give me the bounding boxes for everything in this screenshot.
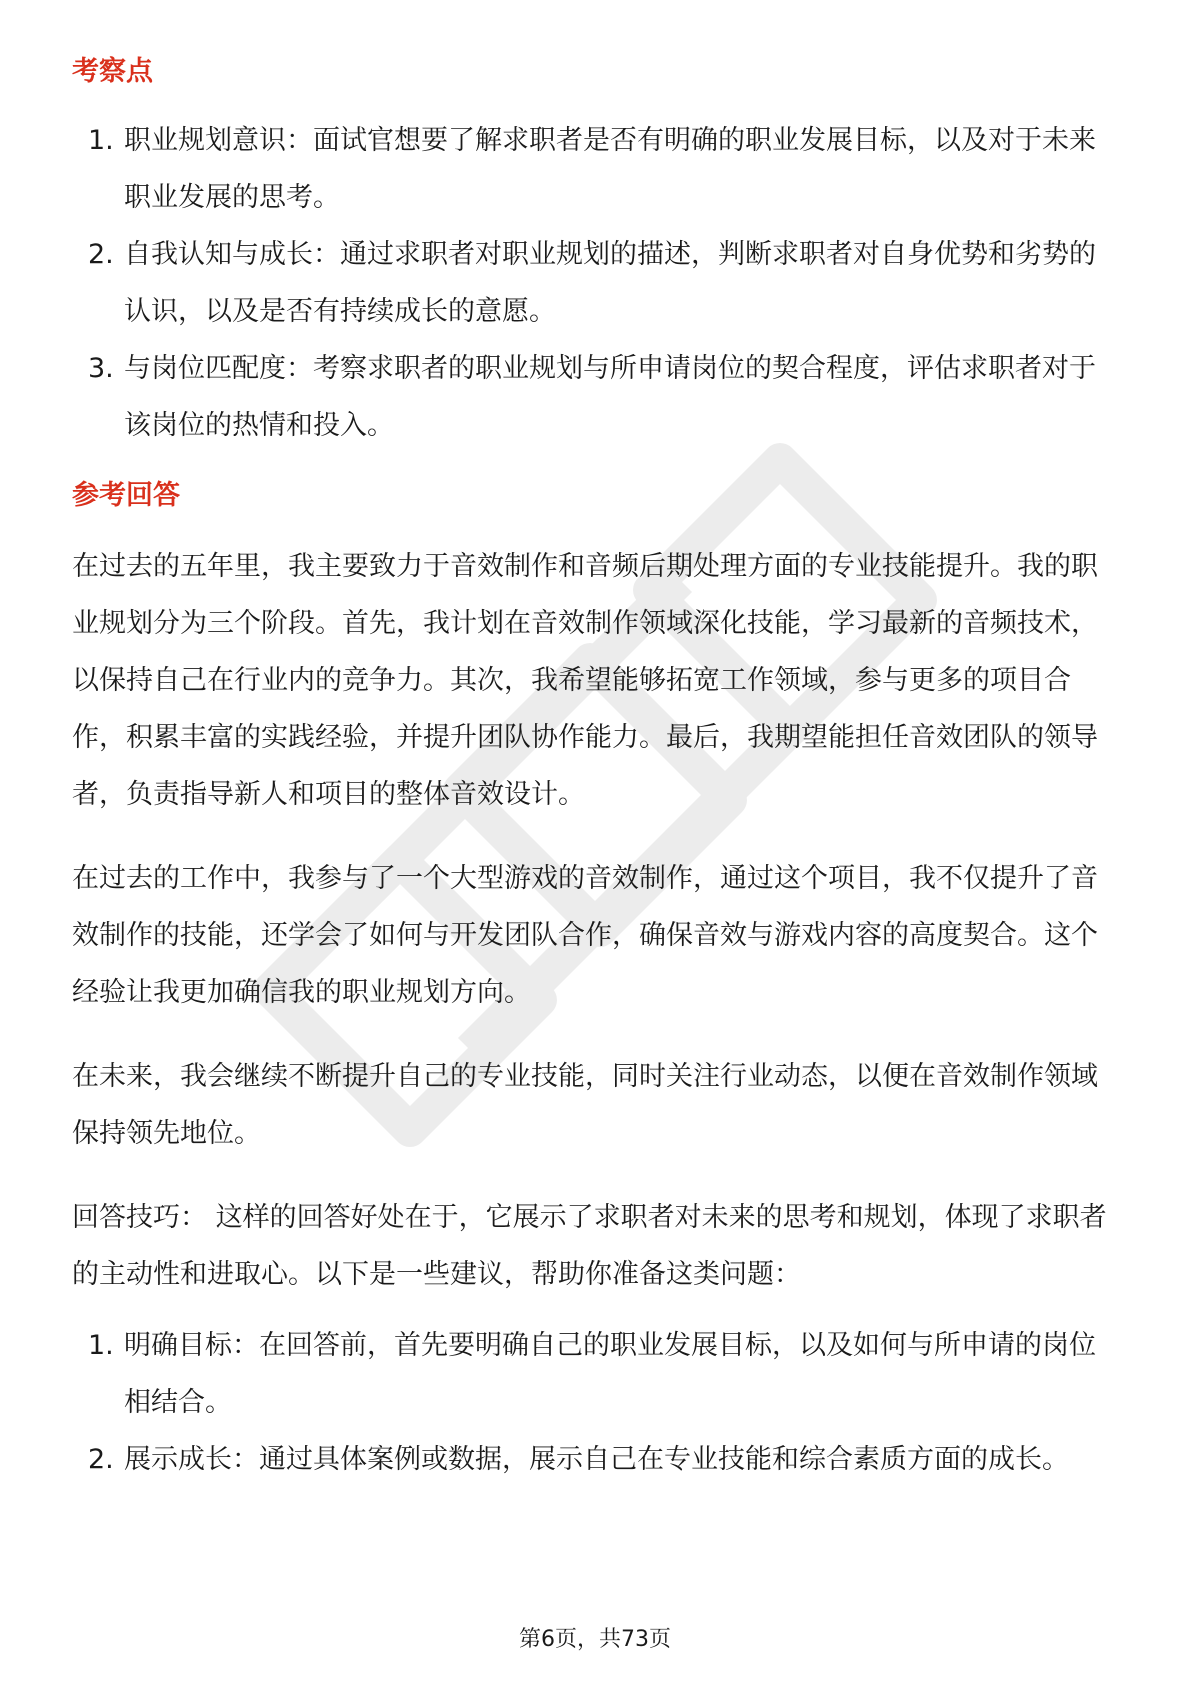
- page-number-label: 第6页，共73页: [519, 1627, 671, 1652]
- list-item: [72, 1317, 1112, 1431]
- list-number: 1.: [88, 125, 114, 156]
- answer-title: 参考回答: [72, 480, 180, 511]
- list-text: 明确目标：在回答前，首先要明确自己的职业发展目标，以及如何与所申请的岗位相结合。: [124, 1330, 1096, 1418]
- list-number: 2.: [88, 1444, 114, 1475]
- page-content: [72, 52, 1112, 1488]
- list-item: [72, 112, 1112, 226]
- answer-paragraph: 在过去的工作中，我参与了一个大型游戏的音效制作，通过这个项目，我不仅提升了音效制作的技能，还学会了如何与开发团队合作，确保音效与游戏内容的高度契合。这个经验让我更加确信我的职业规划方向。: [72, 863, 1098, 1008]
- list-item: [72, 1431, 1112, 1488]
- list-text: 与岗位匹配度：考察求职者的职业规划与所申请岗位的契合程度，评估求职者对于该岗位的热情和投入。: [124, 353, 1096, 441]
- assessment-list: [72, 112, 1112, 454]
- answer-paragraph: 在过去的五年里，我主要致力于音效制作和音频后期处理方面的专业技能提升。我的职业规划分为三个阶段。首先，我计划在音效制作领域深化技能，学习最新的音频技术，以保持自己在行业内的竞争力。其次，我希望能够拓宽工作领域，参与更多的项目合作，积累丰富的实践经验，并提升团队协作能力。最后，我期望能担任音效团队的领导者，负责指导新人和项目的整体音效设计。: [72, 551, 1098, 810]
- tips-list: [72, 1317, 1112, 1488]
- answer-paragraph: 在未来，我会继续不断提升自己的专业技能，同时关注行业动态，以便在音效制作领域保持领先地位。: [72, 1061, 1098, 1149]
- list-text: 展示成长：通过具体案例或数据，展示自己在专业技能和综合素质方面的成长。: [124, 1444, 1069, 1475]
- list-number: 3.: [88, 353, 114, 384]
- page-footer: [0, 1625, 1190, 1655]
- list-number: 2.: [88, 239, 114, 270]
- list-text: 自我认知与成长：通过求职者对职业规划的描述，判断求职者对自身优势和劣势的认识，以及是否有持续成长的意愿。: [124, 239, 1096, 327]
- assessment-title: 考察点: [72, 56, 153, 87]
- tips-intro: 回答技巧： 这样的回答好处在于，它展示了求职者对未来的思考和规划，体现了求职者的主动性和进取心。以下是一些建议，帮助你准备这类问题：: [72, 1202, 1107, 1290]
- list-item: [72, 340, 1112, 454]
- list-item: [72, 226, 1112, 340]
- list-number: 1.: [88, 1330, 114, 1361]
- list-text: 职业规划意识：面试官想要了解求职者是否有明确的职业发展目标，以及对于未来职业发展的思考。: [124, 125, 1096, 213]
